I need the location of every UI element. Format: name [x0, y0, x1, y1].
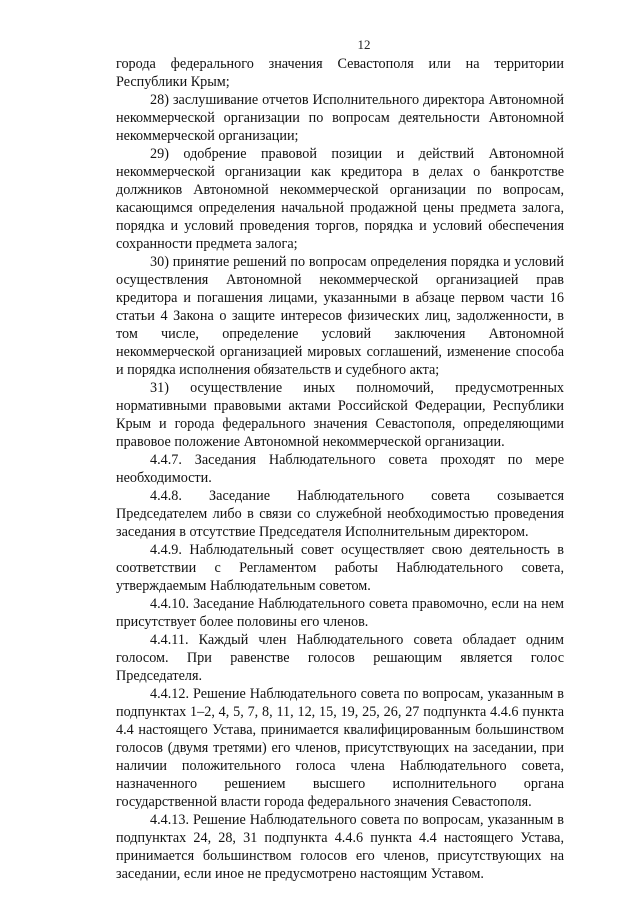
paragraph-item-29: 29) одобрение правовой позиции и действий Автономной некоммерческой организации как кредитора в делах о банкротстве должников Автономной некоммерческой организации по вопросам, касающимся определения начальной продажной цены предмета залога, порядка и условий проведения торгов, порядка и условий обеспечения сохранности предмета залога;: [116, 146, 564, 252]
paragraph-item-31: 31) осуществление иных полномочий, предусмотренных нормативными правовыми актами Российской Федерации, Республики Крым и города федерального значения Севастополя, определяющими правовое положение Автономной некоммерческой организации.: [116, 380, 564, 450]
paragraph-4-4-13: 4.4.13. Решение Наблюдательного совета по вопросам, указанным в подпунктах 24, 28, 31 подпункта 4.4.6 пункта 4.4 настоящего Устава, принимается большинством голосов его членов, присутствующих на заседании, если иное не предусмотрено настоящим Уставом.: [116, 812, 564, 882]
paragraph-4-4-8: 4.4.8. Заседание Наблюдательного совета созывается Председателем либо в связи со служебной необходимостью проведения заседания в отсутствие Председателя Исполнительным директором.: [116, 488, 564, 540]
paragraph-4-4-7: 4.4.7. Заседания Наблюдательного совета проходят по мере необходимости.: [116, 452, 564, 486]
page-number: 12: [357, 37, 371, 52]
paragraph-4-4-10: 4.4.10. Заседание Наблюдательного совета правомочно, если на нем присутствует более половины его членов.: [116, 596, 564, 630]
paragraph-continuation: города федерального значения Севастополя или на территории Республики Крым;: [116, 56, 564, 90]
document-body: [116, 55, 564, 883]
paragraph-4-4-12: 4.4.12. Решение Наблюдательного совета по вопросам, указанным в подпунктах 1–2, 4, 5, 7, 8, 11, 12, 15, 19, 25, 26, 27 подпункта 4.4.6 пункта 4.4 настоящего Устава, принимается квалифицированным большинством голосов (двумя третями) его членов, присутствующих на заседании, при наличии положительного голоса члена Наблюдательного совета, назначенного решением высшего исполнительного органа государственной власти города федерального значения Севастополя.: [116, 686, 564, 810]
paragraph-4-4-9: 4.4.9. Наблюдательный совет осуществляет свою деятельность в соответствии с Регламентом работы Наблюдательного совета, утверждаемым Наблюдательным советом.: [116, 542, 564, 594]
paragraph-item-30: 30) принятие решений по вопросам определения порядка и условий осуществления Автономной некоммерческой организацией прав кредитора и погашения лицами, указанными в абзаце первом части 16 статьи 4 Закона о защите интересов физических лиц, задолженности, в том числе, определение условий заключения Автономной некоммерческой организацией мировых соглашений, изменение способа и порядка исполнения обязательств и судебного акта;: [116, 254, 564, 378]
paragraph-4-4-11: 4.4.11. Каждый член Наблюдательного совета обладает одним голосом. При равенстве голосов решающим является голос Председателя.: [116, 632, 564, 684]
paragraph-item-28: 28) заслушивание отчетов Исполнительного директора Автономной некоммерческой организации по вопросам деятельности Автономной некоммерческой организации;: [116, 92, 564, 144]
